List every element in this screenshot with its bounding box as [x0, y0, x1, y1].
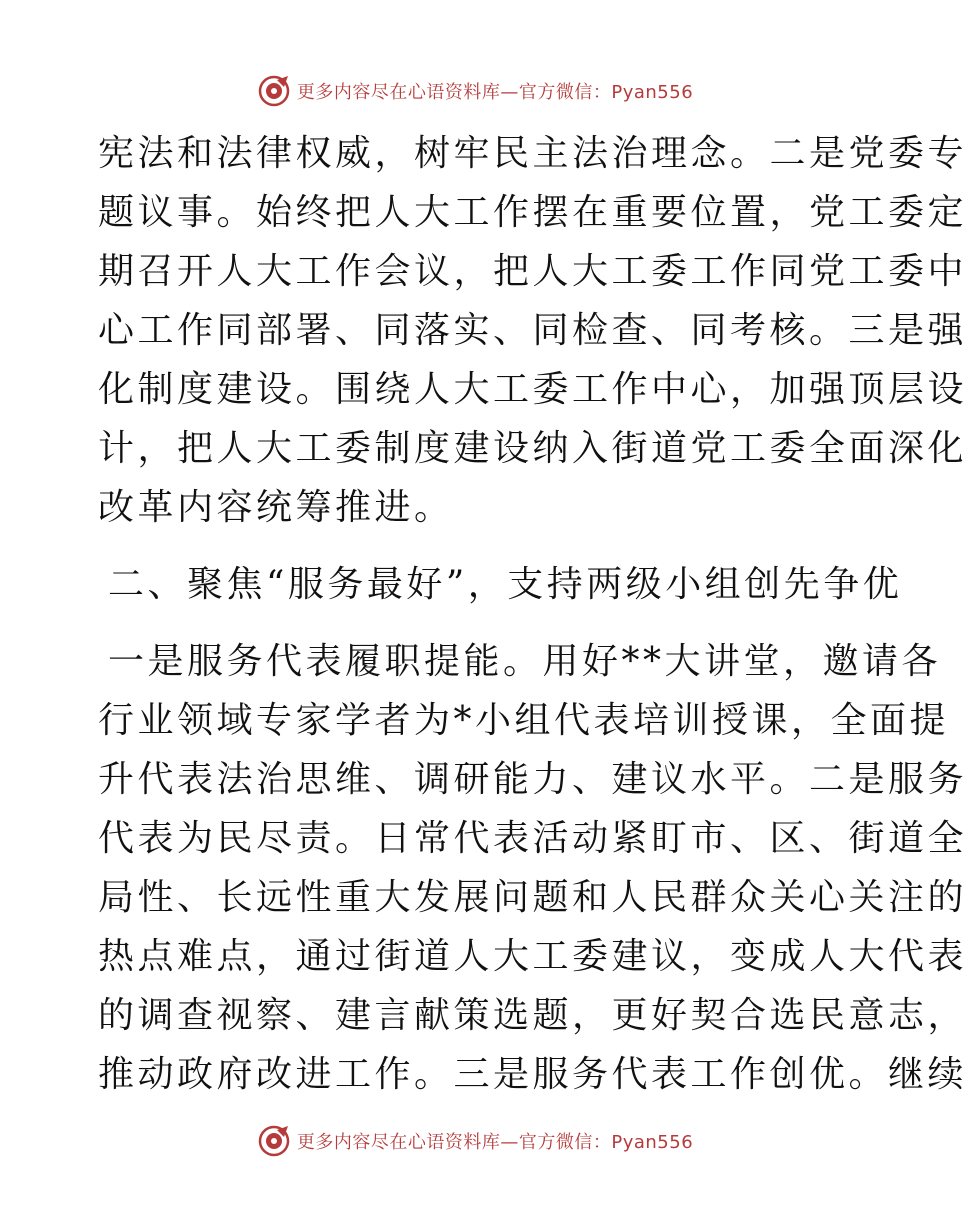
- pen-circle-logo-icon: [257, 74, 291, 108]
- text-line: 代表为民尽责。日常代表活动紧盯市、区、街道全: [98, 818, 967, 859]
- text-line: 化制度建设。围绕人大工委工作中心，加强顶层设: [98, 369, 967, 410]
- text-line: 期召开人大工作会议，把人大工委工作同党工委中: [98, 251, 967, 292]
- text-line: 推动政府改进工作。三是服务代表工作创优。继续: [98, 1054, 967, 1095]
- text-line: 宪法和法律权威，树牢民主法治理念。二是党委专: [98, 133, 967, 174]
- section-heading: 二、聚焦“服务最好”，支持两级小组创先争优: [108, 564, 903, 605]
- text-line: 局性、长远性重大发展问题和人民群众关心关注的: [98, 877, 967, 918]
- footer-banner-text: 更多内容尽在心语资料库—官方微信：Pyan556: [296, 1132, 694, 1153]
- header-banner-text: 更多内容尽在心语资料库—官方微信：Pyan556: [296, 82, 694, 103]
- text-line: 改革内容统筹推进。: [98, 487, 454, 528]
- pen-circle-logo-icon: [257, 1124, 291, 1158]
- text-line: 一是服务代表履职提能。用好**大讲堂，邀请各: [108, 641, 942, 682]
- paragraph-2: [98, 632, 967, 1104]
- paragraph-1: [98, 124, 967, 537]
- footer-banner: [0, 1121, 950, 1161]
- text-line: 计，把人大工委制度建设纳入街道党工委全面深化: [98, 428, 967, 469]
- text-line: 行业领域专家学者为*小组代表培训授课，全面提: [98, 700, 950, 741]
- text-line: 的调查视察、建言献策选题，更好契合选民意志，: [98, 995, 967, 1036]
- header-banner: [0, 71, 950, 111]
- document-body: [98, 124, 967, 1104]
- text-line: 题议事。始终把人大工作摆在重要位置，党工委定: [98, 192, 967, 233]
- text-line: 升代表法治思维、调研能力、建议水平。二是服务: [98, 759, 967, 800]
- text-line: 热点难点，通过街道人大工委建议，变成人大代表: [98, 936, 967, 977]
- text-line: 心工作同部署、同落实、同检查、同考核。三是强: [98, 310, 967, 351]
